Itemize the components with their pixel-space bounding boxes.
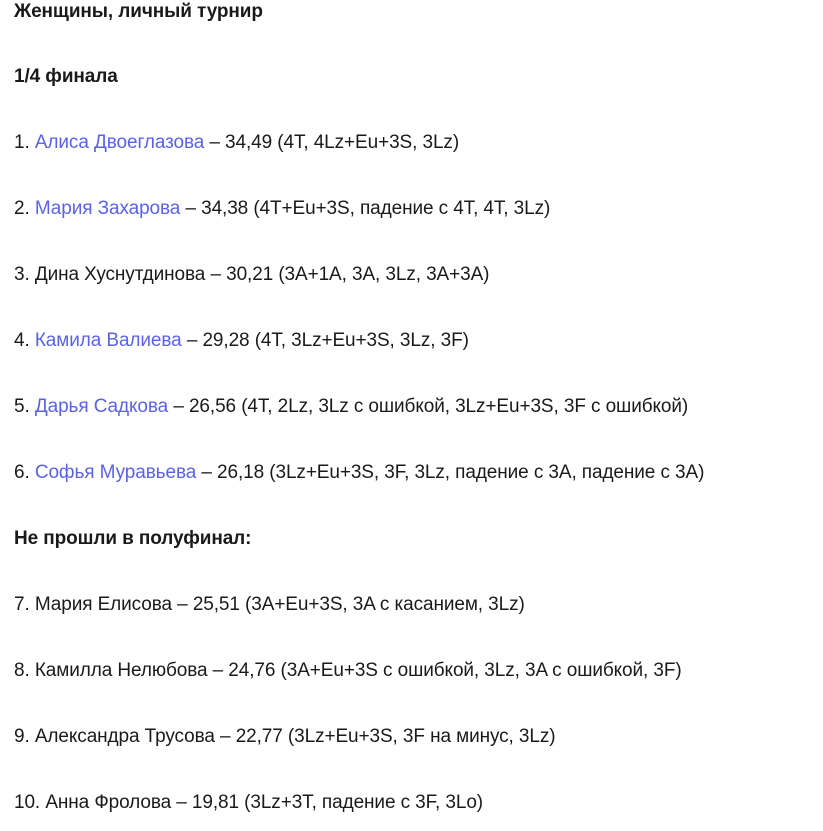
result-row bbox=[14, 395, 688, 419]
place-number: 3. bbox=[14, 264, 30, 285]
place-number: 4. bbox=[14, 330, 30, 351]
athlete-link[interactable]: Алиса Двоеглазова bbox=[34, 132, 205, 153]
athlete-name: Анна Фролова bbox=[45, 792, 172, 813]
result-row bbox=[14, 131, 459, 155]
athlete-name: Камилла Нелюбова bbox=[34, 660, 208, 681]
page-title: Женщины, личный турнир bbox=[14, 1, 263, 22]
score-details: – 29,28 (4T, 3Lz+Eu+3S, 3Lz, 3F) bbox=[181, 330, 469, 351]
score-details: – 25,51 (3A+Eu+3S, 3A с касанием, 3Lz) bbox=[172, 594, 525, 615]
place-number: 9. bbox=[14, 726, 30, 747]
athlete-link[interactable]: Софья Муравьева bbox=[34, 462, 197, 483]
score-details: – 34,49 (4T, 4Lz+Eu+3S, 3Lz) bbox=[204, 132, 460, 153]
result-row bbox=[14, 263, 489, 287]
score-details: – 26,56 (4T, 2Lz, 3Lz с ошибкой, 3Lz+Eu+3S, 3F с ошибкой) bbox=[168, 396, 689, 417]
athlete-name: Мария Елисова bbox=[34, 594, 172, 615]
result-row bbox=[14, 659, 682, 683]
result-row bbox=[14, 461, 704, 485]
score-details: – 22,77 (3Lz+Eu+3S, 3F на минус, 3Lz) bbox=[214, 726, 556, 747]
athlete-name: Александра Трусова bbox=[34, 726, 215, 747]
athlete-link[interactable]: Камила Валиева bbox=[34, 330, 182, 351]
score-details: – 19,81 (3Lz+3T, падение с 3F, 3Lo) bbox=[171, 792, 484, 813]
place-number: 5. bbox=[14, 396, 30, 417]
result-row bbox=[14, 725, 555, 749]
result-row bbox=[14, 197, 550, 221]
not-qualified-heading: Не прошли в полуфинал: bbox=[14, 528, 252, 549]
place-number: 1. bbox=[14, 132, 30, 153]
place-number: 10. bbox=[14, 792, 41, 813]
score-details: – 24,76 (3A+Eu+3S с ошибкой, 3Lz, 3A с ошибкой, 3F) bbox=[207, 660, 682, 681]
place-number: 8. bbox=[14, 660, 30, 681]
result-row bbox=[14, 329, 469, 353]
place-number: 7. bbox=[14, 594, 30, 615]
result-row bbox=[14, 593, 525, 617]
score-details: – 26,18 (3Lz+Eu+3S, 3F, 3Lz, падение с 3A, падение с 3A) bbox=[196, 462, 705, 483]
score-details: – 34,38 (4T+Eu+3S, падение с 4T, 4T, 3Lz) bbox=[180, 198, 551, 219]
athlete-link[interactable]: Мария Захарова bbox=[34, 198, 181, 219]
athlete-name: Дина Хуснутдинова bbox=[34, 264, 206, 285]
place-number: 6. bbox=[14, 462, 30, 483]
place-number: 2. bbox=[14, 198, 30, 219]
stage-heading: 1/4 финала bbox=[14, 66, 118, 87]
result-row bbox=[14, 791, 483, 815]
score-details: – 30,21 (3A+1A, 3A, 3Lz, 3A+3A) bbox=[205, 264, 490, 285]
athlete-link[interactable]: Дарья Садкова bbox=[34, 396, 169, 417]
